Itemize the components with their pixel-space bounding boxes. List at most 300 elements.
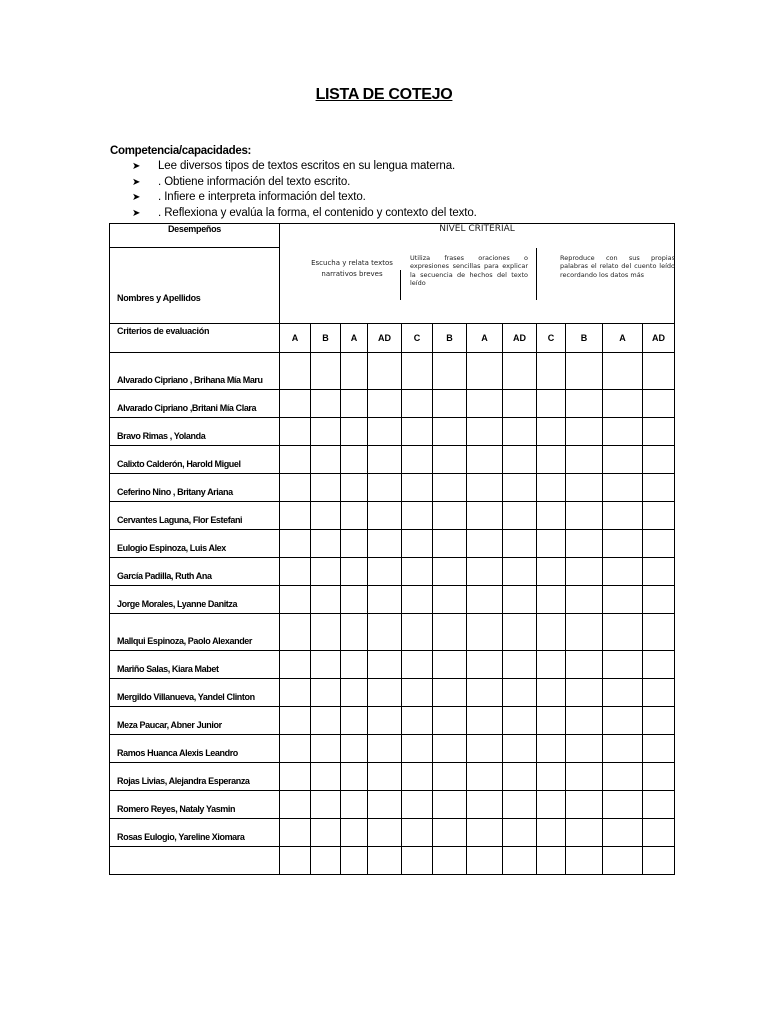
check-cell[interactable] (603, 707, 643, 735)
check-cell[interactable] (603, 474, 643, 502)
check-cell[interactable] (311, 474, 341, 502)
check-cell[interactable] (280, 735, 311, 763)
check-cell[interactable] (402, 390, 433, 418)
level-letter: AD (368, 324, 402, 353)
check-cell[interactable] (503, 558, 537, 586)
check-cell[interactable] (467, 707, 503, 735)
check-cell[interactable] (566, 847, 603, 875)
checklist-table (109, 223, 675, 875)
check-cell[interactable] (503, 474, 537, 502)
check-cell[interactable] (311, 819, 341, 847)
student-name (110, 418, 280, 446)
check-cell[interactable] (603, 847, 643, 875)
student-name (110, 446, 280, 474)
check-cell[interactable] (467, 847, 503, 875)
check-cell[interactable] (643, 679, 675, 707)
check-cell[interactable] (341, 474, 368, 502)
capacidad-text: . Obtiene información del texto escrito. (158, 175, 351, 188)
check-cell[interactable] (368, 418, 402, 446)
check-cell[interactable] (643, 474, 675, 502)
check-cell[interactable] (402, 353, 433, 390)
check-cell[interactable] (566, 446, 603, 474)
capacidades-list (132, 159, 477, 221)
student-name-text: Bravo Rimas , Yolanda (117, 431, 206, 441)
check-cell[interactable] (467, 586, 503, 614)
arrowhead-bullet-icon: ➤ (132, 161, 141, 172)
check-cell[interactable] (341, 791, 368, 819)
list-item (132, 175, 477, 191)
check-cell[interactable] (433, 502, 467, 530)
check-cell[interactable] (341, 558, 368, 586)
table-row (110, 418, 675, 446)
check-cell[interactable] (643, 446, 675, 474)
check-cell[interactable] (280, 446, 311, 474)
check-cell[interactable] (603, 353, 643, 390)
check-cell[interactable] (503, 847, 537, 875)
student-name (110, 586, 280, 614)
check-cell[interactable] (433, 474, 467, 502)
check-cell[interactable] (603, 446, 643, 474)
check-cell[interactable] (341, 353, 368, 390)
student-name-text: Jorge Morales, Lyanne Danitza (117, 599, 238, 609)
nivel-criterial-header: NIVEL CRITERIAL (280, 224, 675, 248)
check-cell[interactable] (566, 614, 603, 651)
check-cell[interactable] (467, 418, 503, 446)
check-cell[interactable] (368, 651, 402, 679)
check-cell[interactable] (402, 558, 433, 586)
check-cell[interactable] (537, 679, 566, 707)
check-cell[interactable] (643, 651, 675, 679)
check-cell[interactable] (311, 446, 341, 474)
student-name (110, 390, 280, 418)
level-letter: B (433, 324, 467, 353)
check-cell[interactable] (467, 614, 503, 651)
check-cell[interactable] (433, 819, 467, 847)
check-cell[interactable] (643, 847, 675, 875)
check-cell[interactable] (280, 614, 311, 651)
table-row (110, 474, 675, 502)
check-cell[interactable] (537, 530, 566, 558)
check-cell[interactable] (341, 847, 368, 875)
check-cell[interactable] (368, 353, 402, 390)
check-cell[interactable] (311, 735, 341, 763)
check-cell[interactable] (368, 847, 402, 875)
check-cell[interactable] (433, 586, 467, 614)
check-cell[interactable] (467, 474, 503, 502)
check-cell[interactable] (368, 735, 402, 763)
check-cell[interactable] (566, 586, 603, 614)
check-cell[interactable] (280, 530, 311, 558)
check-cell[interactable] (368, 791, 402, 819)
check-cell[interactable] (537, 614, 566, 651)
check-cell[interactable] (402, 586, 433, 614)
check-cell[interactable] (537, 474, 566, 502)
check-cell[interactable] (566, 679, 603, 707)
student-name-text (117, 871, 275, 874)
check-cell[interactable] (402, 819, 433, 847)
check-cell[interactable] (537, 558, 566, 586)
table-row (110, 735, 675, 763)
check-cell[interactable] (643, 819, 675, 847)
check-cell[interactable] (280, 502, 311, 530)
check-cell[interactable] (402, 474, 433, 502)
check-cell[interactable] (280, 791, 311, 819)
check-cell[interactable] (566, 763, 603, 791)
student-name-text: Romero Reyes, Nataly Yasmin (117, 804, 236, 814)
check-cell[interactable] (503, 446, 537, 474)
check-cell[interactable] (311, 791, 341, 819)
check-cell[interactable] (402, 735, 433, 763)
check-cell[interactable] (603, 791, 643, 819)
check-cell[interactable] (566, 502, 603, 530)
check-cell[interactable] (402, 530, 433, 558)
check-cell[interactable] (603, 530, 643, 558)
check-cell[interactable] (503, 390, 537, 418)
check-cell[interactable] (643, 558, 675, 586)
check-cell[interactable] (566, 474, 603, 502)
check-cell[interactable] (311, 353, 341, 390)
check-cell[interactable] (433, 735, 467, 763)
check-cell[interactable] (537, 353, 566, 390)
check-cell[interactable] (537, 390, 566, 418)
check-cell[interactable] (280, 418, 311, 446)
check-cell[interactable] (537, 502, 566, 530)
check-cell[interactable] (537, 586, 566, 614)
check-cell[interactable] (341, 679, 368, 707)
student-name-text: Meza Paucar, Abner Junior (117, 720, 222, 730)
check-cell[interactable] (537, 791, 566, 819)
check-cell[interactable] (311, 558, 341, 586)
page-title: LISTA DE COTEJO (315, 86, 453, 103)
table-row (110, 791, 675, 819)
check-cell[interactable] (311, 586, 341, 614)
check-cell[interactable] (537, 651, 566, 679)
check-cell[interactable] (280, 651, 311, 679)
check-cell[interactable] (467, 791, 503, 819)
table-row (110, 651, 675, 679)
nombres-header: Nombres y Apellidos (110, 248, 280, 324)
student-name (110, 530, 280, 558)
check-cell[interactable] (341, 502, 368, 530)
check-cell[interactable] (433, 446, 467, 474)
check-cell[interactable] (433, 614, 467, 651)
criterio-1: Escucha y relata textos narrativos breves (311, 258, 393, 278)
check-cell[interactable] (503, 530, 537, 558)
check-cell[interactable] (503, 763, 537, 791)
check-cell[interactable] (566, 390, 603, 418)
check-cell[interactable] (280, 586, 311, 614)
student-name (110, 707, 280, 735)
check-cell[interactable] (341, 530, 368, 558)
student-name-text: Rosas Eulogio, Yareline Xiomara (117, 832, 245, 842)
check-cell[interactable] (643, 735, 675, 763)
check-cell[interactable] (566, 353, 603, 390)
check-cell[interactable] (280, 390, 311, 418)
competencia-heading: Competencia/capacidades: (110, 145, 252, 157)
check-cell[interactable] (402, 418, 433, 446)
table-row (110, 679, 675, 707)
check-cell[interactable] (433, 353, 467, 390)
check-cell[interactable] (467, 530, 503, 558)
check-cell[interactable] (368, 530, 402, 558)
check-cell[interactable] (280, 474, 311, 502)
student-name-text: Mergildo Villanueva, Yandel Clinton (117, 692, 255, 702)
check-cell[interactable] (368, 586, 402, 614)
criterios-label: Criterios de evaluación (110, 324, 280, 353)
check-cell[interactable] (280, 847, 311, 875)
check-cell[interactable] (467, 651, 503, 679)
student-name (110, 763, 280, 791)
check-cell[interactable] (368, 390, 402, 418)
check-cell[interactable] (643, 763, 675, 791)
check-cell[interactable] (537, 819, 566, 847)
student-name (110, 614, 280, 651)
check-cell[interactable] (311, 847, 341, 875)
level-letter: B (566, 324, 603, 353)
check-cell[interactable] (566, 418, 603, 446)
check-cell[interactable] (643, 614, 675, 651)
check-cell[interactable] (603, 763, 643, 791)
check-cell[interactable] (643, 707, 675, 735)
check-cell[interactable] (402, 651, 433, 679)
check-cell[interactable] (368, 614, 402, 651)
check-cell[interactable] (368, 819, 402, 847)
level-letter: A (341, 324, 368, 353)
check-cell[interactable] (368, 474, 402, 502)
table-row (110, 707, 675, 735)
check-cell[interactable] (643, 530, 675, 558)
check-cell[interactable] (537, 446, 566, 474)
table-row (110, 530, 675, 558)
check-cell[interactable] (503, 418, 537, 446)
check-cell[interactable] (433, 763, 467, 791)
check-cell[interactable] (280, 558, 311, 586)
student-name (110, 353, 280, 390)
check-cell[interactable] (566, 707, 603, 735)
check-cell[interactable] (402, 614, 433, 651)
check-cell[interactable] (402, 502, 433, 530)
table-row (110, 763, 675, 791)
check-cell[interactable] (368, 707, 402, 735)
check-cell[interactable] (566, 558, 603, 586)
check-cell[interactable] (311, 707, 341, 735)
student-name-text: García Padilla, Ruth Ana (117, 571, 212, 581)
student-name (110, 847, 280, 875)
check-cell[interactable] (643, 353, 675, 390)
check-cell[interactable] (311, 614, 341, 651)
student-name-text: Ramos Huanca Alexis Leandro (117, 748, 238, 758)
student-name-text: Alvarado Cipriano , Brihana Mía Maru (117, 375, 263, 385)
student-name-text: Cervantes Laguna, Flor Estefani (117, 515, 243, 525)
check-cell[interactable] (467, 390, 503, 418)
student-name-text: Alvarado Cipriano ,Britani Mía Clara (117, 403, 257, 413)
check-cell[interactable] (402, 707, 433, 735)
check-cell[interactable] (467, 819, 503, 847)
check-cell[interactable] (643, 791, 675, 819)
criterio-divider (536, 248, 537, 300)
check-cell[interactable] (280, 763, 311, 791)
list-item (132, 190, 477, 206)
check-cell[interactable] (341, 446, 368, 474)
check-cell[interactable] (566, 819, 603, 847)
student-name-text: Calixto Calderón, Harold Miguel (117, 459, 241, 469)
check-cell[interactable] (311, 418, 341, 446)
check-cell[interactable] (368, 558, 402, 586)
check-cell[interactable] (368, 763, 402, 791)
check-cell[interactable] (503, 502, 537, 530)
check-cell[interactable] (433, 530, 467, 558)
check-cell[interactable] (311, 502, 341, 530)
level-letter: AD (643, 324, 675, 353)
check-cell[interactable] (402, 679, 433, 707)
check-cell[interactable] (643, 390, 675, 418)
check-cell[interactable] (503, 735, 537, 763)
check-cell[interactable] (341, 707, 368, 735)
student-name (110, 679, 280, 707)
check-cell[interactable] (433, 847, 467, 875)
table-row (110, 819, 675, 847)
check-cell[interactable] (566, 735, 603, 763)
check-cell[interactable] (433, 679, 467, 707)
check-cell[interactable] (566, 530, 603, 558)
level-letter: AD (503, 324, 537, 353)
student-name-text: Mallqui Espinoza, Paolo Alexander (117, 636, 252, 646)
table-row (110, 614, 675, 651)
capacidad-text: . Infiere e interpreta información del texto. (158, 191, 366, 203)
check-cell[interactable] (603, 651, 643, 679)
check-cell[interactable] (280, 819, 311, 847)
check-cell[interactable] (643, 586, 675, 614)
arrowhead-bullet-icon: ➤ (132, 176, 141, 188)
check-cell[interactable] (402, 847, 433, 875)
student-name-text: Ceferino Nino , Britany Ariana (117, 487, 233, 497)
check-cell[interactable] (603, 558, 643, 586)
check-cell[interactable] (280, 679, 311, 707)
student-name (110, 558, 280, 586)
student-name (110, 502, 280, 530)
check-cell[interactable] (467, 353, 503, 390)
desempenos-header: Desempeños (110, 224, 280, 248)
check-cell[interactable] (503, 819, 537, 847)
check-cell[interactable] (467, 446, 503, 474)
check-cell[interactable] (341, 763, 368, 791)
check-cell[interactable] (603, 735, 643, 763)
check-cell[interactable] (603, 502, 643, 530)
check-cell[interactable] (280, 707, 311, 735)
check-cell[interactable] (603, 586, 643, 614)
check-cell[interactable] (467, 558, 503, 586)
criterio-3: Reproduce con sus propias palabras el relato del cuento leído recordando los datos más (560, 253, 675, 279)
check-cell[interactable] (341, 819, 368, 847)
check-cell[interactable] (433, 707, 467, 735)
level-letter: A (603, 324, 643, 353)
check-cell[interactable] (467, 502, 503, 530)
check-cell[interactable] (341, 614, 368, 651)
check-cell[interactable] (341, 390, 368, 418)
student-name (110, 474, 280, 502)
check-cell[interactable] (566, 651, 603, 679)
check-cell[interactable] (311, 651, 341, 679)
check-cell[interactable] (467, 763, 503, 791)
check-cell[interactable] (537, 707, 566, 735)
arrowhead-bullet-icon: ➤ (132, 192, 141, 203)
check-cell[interactable] (368, 446, 402, 474)
check-cell[interactable] (433, 418, 467, 446)
check-cell[interactable] (341, 586, 368, 614)
check-cell[interactable] (503, 586, 537, 614)
check-cell[interactable] (503, 614, 537, 651)
level-letter: A (467, 324, 503, 353)
check-cell[interactable] (402, 791, 433, 819)
check-cell[interactable] (433, 558, 467, 586)
check-cell[interactable] (311, 530, 341, 558)
check-cell[interactable] (566, 791, 603, 819)
table-row (110, 446, 675, 474)
student-name-text: Mariño Salas, Kiara Mabet (117, 664, 219, 674)
table-row (110, 586, 675, 614)
check-cell[interactable] (402, 446, 433, 474)
check-cell[interactable] (433, 390, 467, 418)
arrowhead-bullet-icon: ➤ (132, 207, 141, 219)
check-cell[interactable] (402, 763, 433, 791)
check-cell[interactable] (341, 418, 368, 446)
check-cell[interactable] (537, 735, 566, 763)
check-cell[interactable] (467, 679, 503, 707)
check-cell[interactable] (603, 679, 643, 707)
check-cell[interactable] (467, 735, 503, 763)
check-cell[interactable] (311, 679, 341, 707)
check-cell[interactable] (311, 390, 341, 418)
check-cell[interactable] (280, 353, 311, 390)
student-name (110, 651, 280, 679)
check-cell[interactable] (603, 418, 643, 446)
list-item (132, 206, 477, 222)
student-name-text: Eulogio Espinoza, Luis Alex (117, 543, 226, 553)
check-cell[interactable] (433, 791, 467, 819)
check-cell[interactable] (341, 651, 368, 679)
check-cell[interactable] (503, 707, 537, 735)
table-row (110, 558, 675, 586)
check-cell[interactable] (503, 353, 537, 390)
check-cell[interactable] (368, 502, 402, 530)
check-cell[interactable] (503, 651, 537, 679)
student-name (110, 735, 280, 763)
criterio-2: Utiliza frases oraciones o expresiones sencillas para explicar la secuencia de hechos del texto leído (410, 253, 528, 287)
check-cell[interactable] (603, 614, 643, 651)
check-cell[interactable] (503, 679, 537, 707)
check-cell[interactable] (643, 502, 675, 530)
check-cell[interactable] (537, 763, 566, 791)
student-name-text: Rojas Livias, Alejandra Esperanza (117, 776, 250, 786)
check-cell[interactable] (503, 791, 537, 819)
check-cell[interactable] (643, 418, 675, 446)
check-cell[interactable] (341, 735, 368, 763)
check-cell[interactable] (537, 418, 566, 446)
level-letter: A (280, 324, 311, 353)
table-row (110, 390, 675, 418)
capacidad-text: . Reflexiona y evalúa la forma, el contenido y contexto del texto. (158, 206, 477, 219)
check-cell[interactable] (368, 679, 402, 707)
student-name (110, 791, 280, 819)
check-cell[interactable] (603, 390, 643, 418)
table-row (110, 502, 675, 530)
check-cell[interactable] (433, 651, 467, 679)
check-cell[interactable] (603, 819, 643, 847)
table-row (110, 353, 675, 390)
check-cell[interactable] (311, 763, 341, 791)
check-cell[interactable] (537, 847, 566, 875)
level-letter: C (402, 324, 433, 353)
